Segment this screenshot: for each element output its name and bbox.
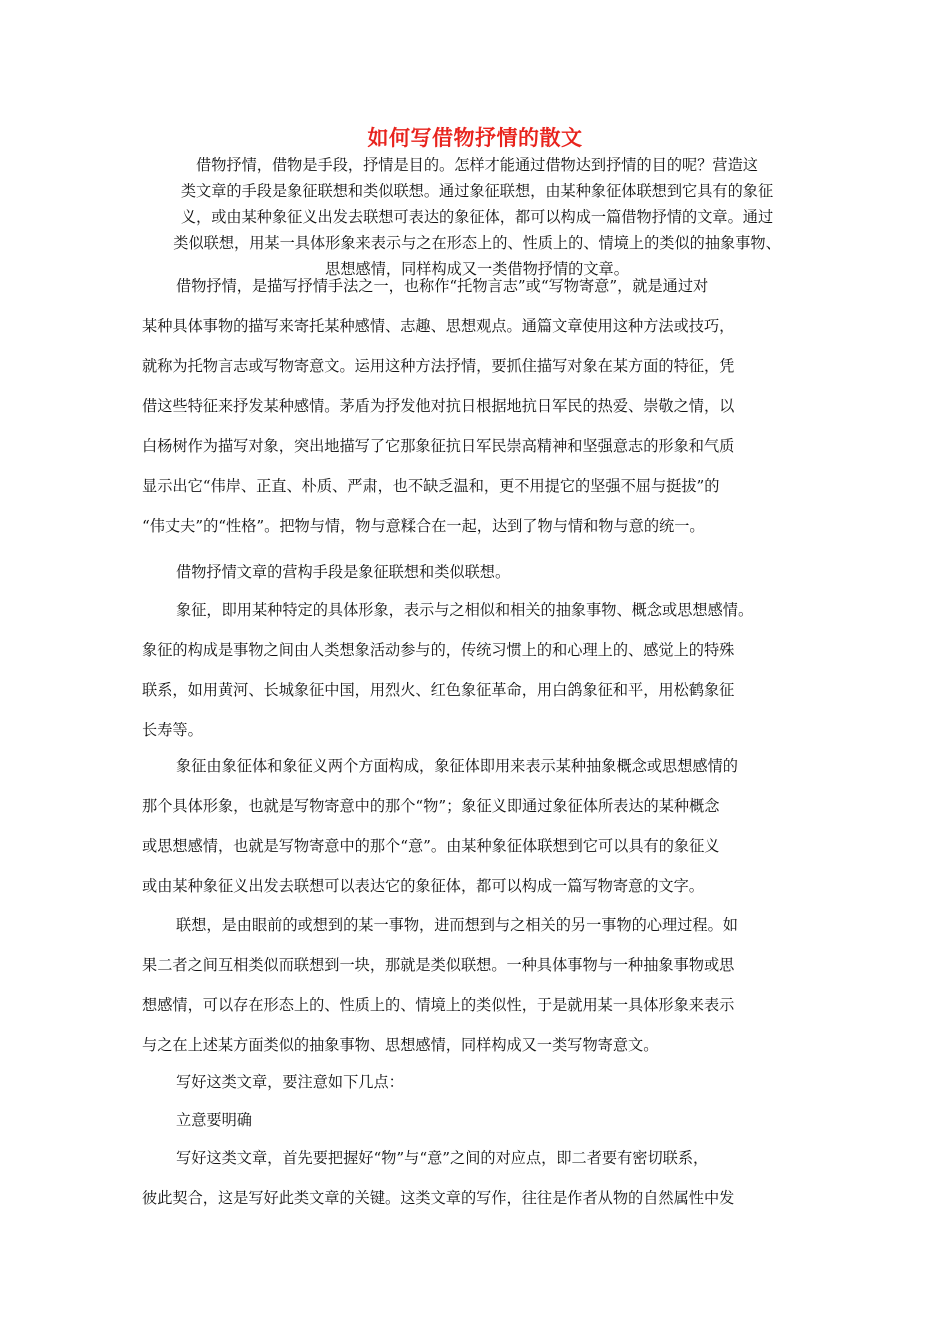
body-line: 果二者之间互相类似而联想到一块，那就是类似联想。一种具体事物与一种抽象事物或思 bbox=[142, 956, 735, 974]
body-line: 借物抒情文章的营构手段是象征联想和类似联想。 bbox=[176, 563, 511, 581]
body-line: 或思想感情，也就是写物寄意中的那个“意”。由某种象征体联想到它可以具有的象征义 bbox=[142, 837, 720, 855]
intro-line: 类似联想，用某一具体形象来表示与之在形态上的、性质上的、情境上的类似的抽象事物、 bbox=[173, 234, 781, 252]
body-line: 写好这类文章，首先要把握好“物”与“意”之间的对应点，即二者要有密切联系， bbox=[176, 1149, 709, 1167]
paragraph-tuowu-yanzhi bbox=[142, 266, 812, 546]
body-line: 显示出它“伟岸、正直、朴质、严肃，也不缺乏温和，更不用提它的坚强不屈与挺拔”的 bbox=[142, 477, 720, 495]
paragraph-zhuyi-jidian bbox=[142, 1062, 812, 1102]
body-line: 长寿等。 bbox=[142, 721, 203, 739]
paragraph-xiangzheng-goucheng bbox=[142, 746, 812, 906]
body-line: 与之在上述某方面类似的抽象事物、思想感情，同样构成又一类写物寄意文。 bbox=[142, 1036, 659, 1054]
body-line: 借物抒情，是描写抒情手法之一，也称作“托物言志”或“写物寄意”，就是通过对 bbox=[176, 277, 709, 295]
section-heading-liyi bbox=[142, 1100, 812, 1140]
body-line: 某种具体事物的描写来寄托某种感情、志趣、思想观点。通篇文章使用这种方法或技巧， bbox=[142, 317, 735, 335]
body-line: 彼此契合，这是写好此类文章的关键。这类文章的写作，往往是作者从物的自然属性中发 bbox=[142, 1189, 735, 1207]
document-title: 如何写借物抒情的散文 bbox=[367, 125, 583, 150]
body-line: 联系，如用黄河、长城象征中国，用烈火、红色象征革命，用白鸽象征和平，用松鹤象征 bbox=[142, 681, 735, 699]
body-line: 白杨树作为描写对象，突出地描写了它那象征抗日军民崇高精神和坚强意志的形象和气质 bbox=[142, 437, 735, 455]
body-line: 象征由象征体和象征义两个方面构成，象征体即用来表示某种抽象概念或思想感情的 bbox=[176, 757, 738, 775]
intro-paragraph bbox=[142, 152, 812, 282]
paragraph-yinggou-shouduan bbox=[142, 552, 812, 592]
body-line: 象征，即用某种特定的具体形象，表示与之相似和相关的抽象事物、概念或思想感情。 bbox=[176, 601, 754, 619]
body-line: 那个具体形象，也就是写物寄意中的那个“物”；象征义即通过象征体所表达的某种概念 bbox=[142, 797, 720, 815]
body-line: 联想，是由眼前的或想到的某一事物，进而想到与之相关的另一事物的心理过程。如 bbox=[176, 916, 738, 934]
intro-line: 义，或由某种象征义出发去联想可表达的象征体，都可以构成一篇借物抒情的文章。通过 bbox=[180, 208, 774, 226]
intro-line: 思想感情，同样构成又一类借物抒情的文章。 bbox=[325, 260, 629, 278]
intro-line: 借物抒情，借物是手段，抒情是目的。怎样才能通过借物达到抒情的目的呢？营造这 bbox=[196, 156, 758, 174]
paragraph-wu-yi-duiying bbox=[142, 1138, 812, 1218]
body-line: 立意要明确 bbox=[176, 1111, 252, 1129]
body-line: “伟丈夫”的“性格”。把物与情，物与意糅合在一起，达到了物与情和物与意的统一。 bbox=[142, 517, 705, 535]
body-line: 或由某种象征义出发去联想可以表达它的象征体，都可以构成一篇写物寄意的文字。 bbox=[142, 877, 704, 895]
body-line: 借这些特征来抒发某种感情。茅盾为抒发他对抗日根据地抗日军民的热爱、崇敬之情，以 bbox=[142, 397, 735, 415]
body-line: 想感情，可以存在形态上的、性质上的、情境上的类似性，于是就用某一具体形象来表示 bbox=[142, 996, 735, 1014]
intro-line: 类文章的手段是象征联想和类似联想。通过象征联想，由某种象征体联想到它具有的象征 bbox=[180, 182, 774, 200]
paragraph-lianxiang bbox=[142, 905, 812, 1065]
paragraph-xiangzheng bbox=[142, 590, 812, 750]
body-line: 象征的构成是事物之间由人类想象活动参与的，传统习惯上的和心理上的、感觉上的特殊 bbox=[142, 641, 735, 659]
body-line: 写好这类文章，要注意如下几点： bbox=[176, 1073, 404, 1091]
body-line: 就称为托物言志或写物寄意文。运用这种方法抒情，要抓住描写对象在某方面的特征，凭 bbox=[142, 357, 735, 375]
